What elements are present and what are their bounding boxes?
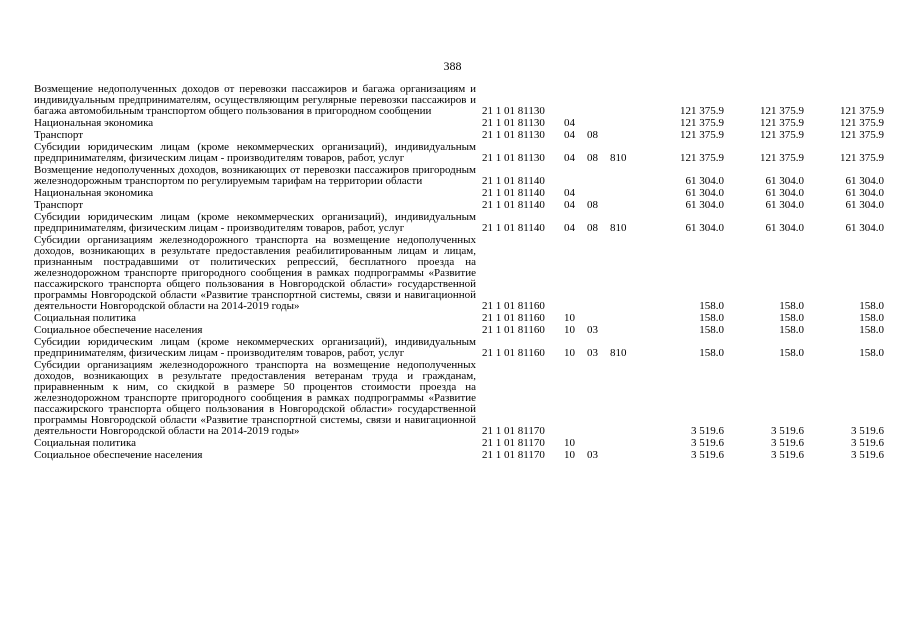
row-name: Возмещение недополученных доходов от перевозки пассажиров и багажа организациям и индивидуальным предпринимателям, осуществляющим регулярные перевозки пассажиров и багажа автомобильным транспортом общего пользования в пригородном сообщении: [34, 83, 476, 117]
amount-year-1: 121 375.9: [680, 152, 724, 164]
section-code: [564, 164, 587, 187]
amount-year-2: 121 375.9: [760, 105, 804, 117]
table-row: [34, 199, 884, 211]
section-code: 04: [564, 222, 575, 234]
section-code: 10: [564, 449, 575, 461]
expense-type-code: 810: [610, 222, 627, 234]
amount-year-1: 158.0: [699, 312, 724, 324]
expense-type-code: [610, 312, 641, 324]
amount-year-2: 158.0: [779, 324, 804, 336]
row-name: Социальная политика: [34, 437, 137, 449]
target-code: 21 1 01 81160: [482, 324, 545, 336]
amount-year-2: 3 519.6: [771, 449, 804, 461]
subsection-code: [587, 164, 610, 187]
section-code: [564, 84, 587, 117]
row-name: Транспорт: [34, 129, 84, 141]
section-code: [564, 359, 587, 437]
table-row: [34, 211, 884, 234]
section-code: [564, 234, 587, 312]
expense-type-code: 810: [610, 347, 627, 359]
section-code: 10: [564, 312, 575, 324]
table-row: [34, 312, 884, 324]
amount-year-3: 158.0: [859, 347, 884, 359]
row-name: Транспорт: [34, 199, 84, 211]
amount-year-2: 121 375.9: [760, 117, 804, 129]
amount-year-2: 158.0: [779, 347, 804, 359]
expense-type-code: [610, 129, 641, 141]
row-name: Национальная экономика: [34, 187, 154, 199]
subsection-code: 08: [587, 152, 598, 164]
subsection-code: [587, 234, 610, 312]
amount-year-3: 61 304.0: [845, 175, 884, 187]
table-row: [34, 187, 884, 199]
amount-year-1: 3 519.6: [691, 425, 724, 437]
table-body: [34, 84, 884, 461]
target-code: 21 1 01 81160: [482, 312, 545, 324]
expense-type-code: 810: [610, 152, 627, 164]
target-code: 21 1 01 81170: [482, 425, 545, 437]
target-code: 21 1 01 81130: [482, 117, 545, 129]
section-code: 10: [564, 437, 575, 449]
target-code: 21 1 01 81140: [482, 175, 545, 187]
section-code: 04: [564, 117, 575, 129]
target-code: 21 1 01 81130: [482, 105, 545, 117]
target-code: 21 1 01 81130: [482, 152, 545, 164]
budget-table: [34, 84, 884, 461]
amount-year-2: 61 304.0: [765, 222, 804, 234]
amount-year-3: 61 304.0: [845, 187, 884, 199]
amount-year-3: 158.0: [859, 324, 884, 336]
subsection-code: 03: [587, 449, 598, 461]
amount-year-3: 3 519.6: [851, 449, 884, 461]
amount-year-3: 158.0: [859, 300, 884, 312]
subsection-code: [587, 84, 610, 117]
amount-year-1: 158.0: [699, 300, 724, 312]
table-row: [34, 234, 884, 312]
expense-type-code: [610, 199, 641, 211]
expense-type-code: [610, 187, 641, 199]
target-code: 21 1 01 81160: [482, 300, 545, 312]
expense-type-code: [610, 117, 641, 129]
subsection-code: 08: [587, 222, 598, 234]
amount-year-1: 61 304.0: [685, 199, 724, 211]
amount-year-3: 121 375.9: [840, 152, 884, 164]
target-code: 21 1 01 81140: [482, 222, 545, 234]
row-name: Возмещение недополученных доходов, возникающих от перевозки пассажиров пригородным железнодорожным транспортом по регулируемым тарифам на территории области: [34, 164, 476, 187]
table-row: [34, 84, 884, 117]
row-name: Социальное обеспечение населения: [34, 449, 203, 461]
expense-type-code: [610, 324, 641, 336]
amount-year-3: 158.0: [859, 312, 884, 324]
target-code: 21 1 01 81170: [482, 437, 545, 449]
amount-year-1: 158.0: [699, 347, 724, 359]
amount-year-3: 121 375.9: [840, 117, 884, 129]
amount-year-1: 61 304.0: [685, 187, 724, 199]
amount-year-2: 3 519.6: [771, 437, 804, 449]
subsection-code: 08: [587, 129, 598, 141]
table-row: [34, 437, 884, 449]
row-name: Субсидии организациям железнодорожного транспорта на возмещение недополученных доходов, возникающих в результате предоставления реабилитированным лицам и лицам, признанным пострадавшими от политических репрессий, бесплатного проезда на железнодорожном транспорте пригородного сообщения в рамках подпрограммы «Развитие пассажирского транспорта общего пользования в Новгородской области» государственной программы Новгородской области «Развитие транспортной системы, связи и навигационной деятельности Новгородской области на 2014-2019 годы»: [34, 234, 476, 312]
row-name: Социальное обеспечение населения: [34, 324, 203, 336]
amount-year-2: 61 304.0: [765, 187, 804, 199]
amount-year-2: 158.0: [779, 300, 804, 312]
table-row: [34, 141, 884, 164]
expense-type-code: [610, 437, 641, 449]
expense-type-code: [610, 164, 641, 187]
target-code: 21 1 01 81140: [482, 199, 545, 211]
subsection-code: [587, 312, 610, 324]
amount-year-2: 3 519.6: [771, 425, 804, 437]
amount-year-1: 61 304.0: [685, 222, 724, 234]
row-name: Национальная экономика: [34, 117, 154, 129]
target-code: 21 1 01 81140: [482, 187, 545, 199]
expense-type-code: [610, 84, 641, 117]
amount-year-2: 121 375.9: [760, 152, 804, 164]
amount-year-1: 121 375.9: [680, 105, 724, 117]
amount-year-1: 3 519.6: [691, 437, 724, 449]
amount-year-2: 121 375.9: [760, 129, 804, 141]
section-code: 04: [564, 187, 575, 199]
row-name: Субсидии юридическим лицам (кроме некоммерческих организаций), индивидуальным предпринимателям, физическим лицам - производителям товаров, работ, услуг: [34, 141, 476, 164]
row-name: Субсидии юридическим лицам (кроме некоммерческих организаций), индивидуальным предпринимателям, физическим лицам - производителям товаров, работ, услуг: [34, 211, 476, 234]
expense-type-code: [610, 449, 641, 461]
target-code: 21 1 01 81170: [482, 449, 545, 461]
page-number: 388: [443, 59, 462, 73]
amount-year-3: 121 375.9: [840, 129, 884, 141]
subsection-code: 03: [587, 324, 598, 336]
target-code: 21 1 01 81130: [482, 129, 545, 141]
subsection-code: 08: [587, 199, 598, 211]
amount-year-1: 61 304.0: [685, 175, 724, 187]
amount-year-3: 61 304.0: [845, 222, 884, 234]
amount-year-3: 3 519.6: [851, 437, 884, 449]
section-code: 10: [564, 324, 575, 336]
section-code: 04: [564, 199, 575, 211]
amount-year-2: 158.0: [779, 312, 804, 324]
section-code: 04: [564, 129, 575, 141]
amount-year-1: 158.0: [699, 324, 724, 336]
amount-year-1: 121 375.9: [680, 117, 724, 129]
amount-year-3: 121 375.9: [840, 105, 884, 117]
amount-year-3: 61 304.0: [845, 199, 884, 211]
table-row: [34, 359, 884, 437]
row-name: Социальная политика: [34, 312, 137, 324]
amount-year-3: 3 519.6: [851, 425, 884, 437]
expense-type-code: [610, 359, 641, 437]
amount-year-1: 3 519.6: [691, 449, 724, 461]
amount-year-1: 121 375.9: [680, 129, 724, 141]
table-row: [34, 336, 884, 359]
subsection-code: [587, 117, 610, 129]
table-row: [34, 164, 884, 187]
table-row: [34, 324, 884, 336]
subsection-code: [587, 359, 610, 437]
subsection-code: [587, 437, 610, 449]
subsection-code: 03: [587, 347, 598, 359]
section-code: 10: [564, 347, 575, 359]
row-name: Субсидии юридическим лицам (кроме некоммерческих организаций), индивидуальным предпринимателям, физическим лицам - производителям товаров, работ, услуг: [34, 336, 476, 359]
table-row: [34, 117, 884, 129]
expense-type-code: [610, 234, 641, 312]
row-name: Субсидии организациям железнодорожного транспорта на возмещение недополученных доходов, возникающих в результате предоставления ветеранам труда и гражданам, приравненным к ним, со скидкой в размере 50 процентов стоимости проезда на железнодорожном транспорте пригородного сообщения в рамках подпрограммы «Развитие пассажирского транспорта общего пользования в Новгородской области» государственной программы Новгородской области «Развитие транспортной системы, связи и навигационной деятельности Новгородской области на 2014-2019 годы»: [34, 359, 476, 437]
subsection-code: [587, 187, 610, 199]
target-code: 21 1 01 81160: [482, 347, 545, 359]
amount-year-2: 61 304.0: [765, 199, 804, 211]
table-row: [34, 449, 884, 461]
amount-year-2: 61 304.0: [765, 175, 804, 187]
section-code: 04: [564, 152, 575, 164]
table-row: [34, 129, 884, 141]
